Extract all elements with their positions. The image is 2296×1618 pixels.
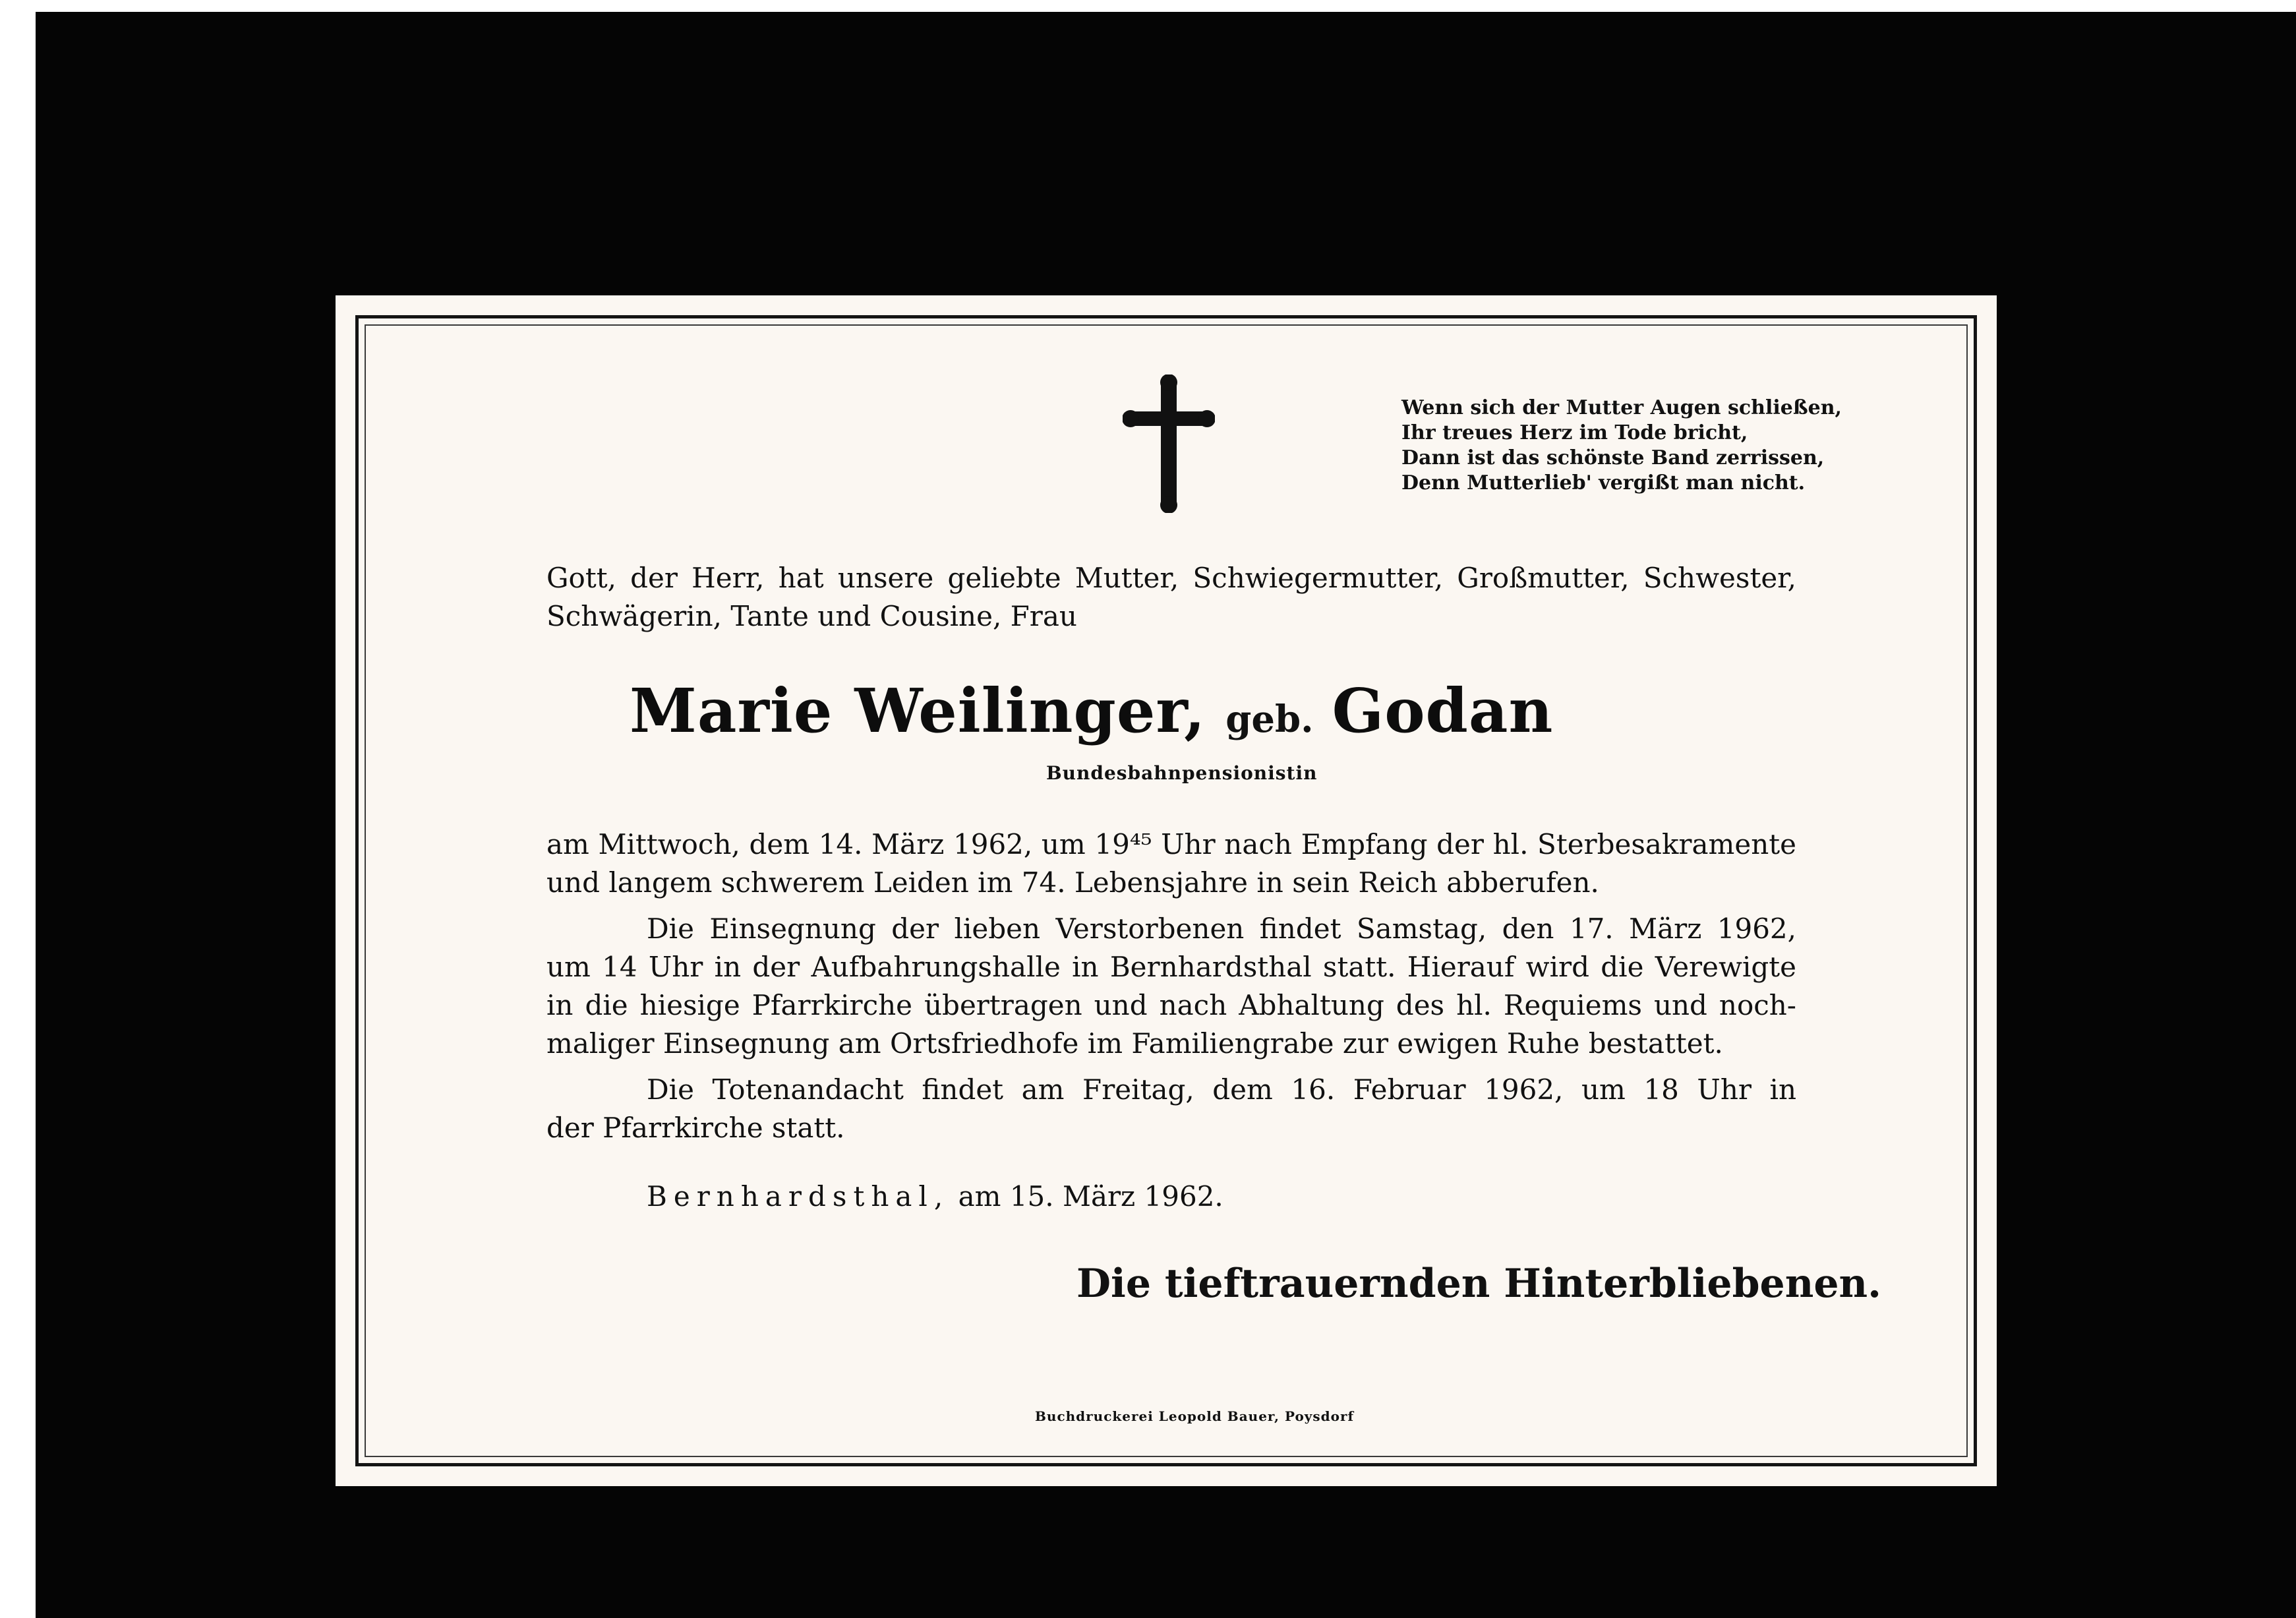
intro-line: Gott, der Herr, hat unsere geliebte Mutter, Schwiegermutter, Großmutter, Schwester, — [546, 562, 1796, 594]
profession: Bundesbahnpensionistin — [1046, 762, 1318, 784]
body-line: Die Totenandacht findet am Freitag, dem 16. Februar 1962, um 18 Uhr in — [647, 1073, 1796, 1106]
poem-line: Ihr treues Herz im Tode bricht, — [1401, 421, 1748, 444]
place: Bernhardsthal, — [647, 1180, 950, 1213]
body-line: Die Einsegnung der lieben Verstorbenen findet Samstag, den 17. März 1962, — [647, 913, 1796, 945]
body-line: maliger Einsegnung am Ortsfriedhofe im Familiengrabe zur ewigen Ruhe bestattet. — [546, 1027, 1723, 1060]
poem-line: Wenn sich der Mutter Augen schließen, — [1401, 396, 1842, 419]
geb-label: geb. — [1225, 698, 1314, 741]
poem-line: Dann ist das schönste Band zerrissen, — [1401, 446, 1825, 469]
date: am 15. März 1962. — [958, 1180, 1223, 1213]
place-date — [647, 1180, 1223, 1213]
deceased-name: Marie Weilinger, — [630, 675, 1206, 746]
intro-text — [546, 559, 1796, 636]
poem — [1401, 396, 1842, 496]
cross-icon — [1123, 375, 1215, 513]
body-line: am Mittwoch, dem 14. März 1962, um 19⁴⁵ Uhr nach Empfang der hl. Sterbesakramente — [546, 828, 1796, 860]
deceased-name-row — [630, 675, 1553, 748]
maiden-name: Godan — [1332, 675, 1554, 746]
body-line: der Pfarrkirche statt. — [546, 1112, 845, 1144]
poem-line: Denn Mutterlieb' vergißt man nicht. — [1401, 471, 1806, 494]
body-line: um 14 Uhr in der Aufbahrungshalle in Bernhardsthal statt. Hierauf wird die Verewigte — [546, 951, 1796, 983]
body-line: und langem schwerem Leiden im 74. Lebensjahre in sein Reich abberufen. — [546, 866, 1599, 899]
obituary-card — [336, 295, 1997, 1486]
intro-line: Schwägerin, Tante und Cousine, Frau — [546, 600, 1077, 632]
announcement-body — [546, 825, 1796, 1147]
body-line: in die hiesige Pfarrkirche übertragen und nach Abhaltung des hl. Requiems und noch- — [546, 989, 1796, 1021]
signature: Die tieftrauernden Hinterbliebenen. — [1076, 1261, 1882, 1307]
printer-credit: Buchdruckerei Leopold Bauer, Poysdorf — [1035, 1408, 1355, 1424]
